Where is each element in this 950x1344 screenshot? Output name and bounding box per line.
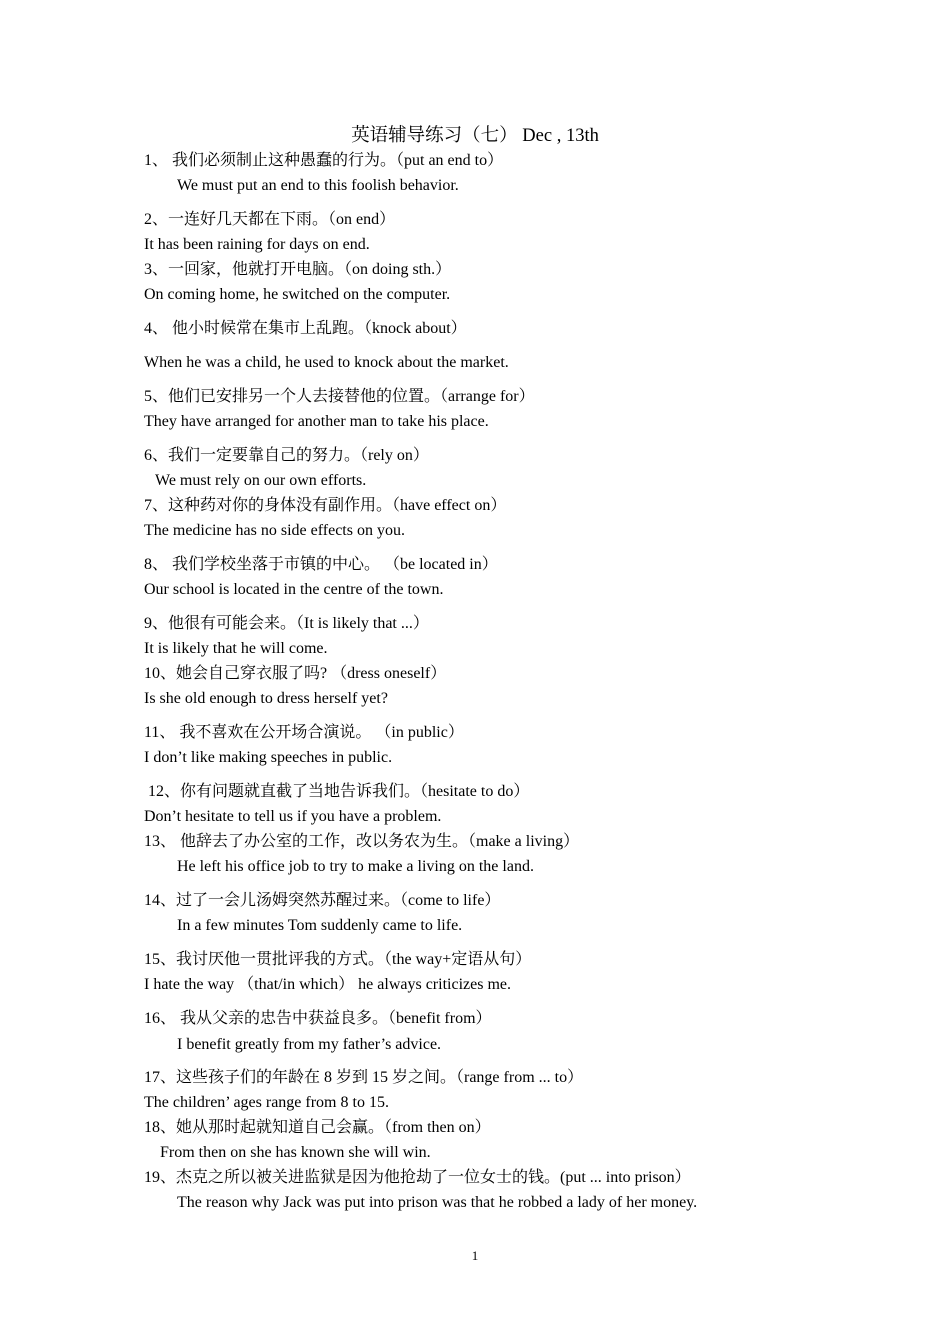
item-12-chinese: 12、你有问题就直截了当地告诉我们。（hesitate to do）	[148, 783, 530, 800]
item-14-english: In a few minutes Tom suddenly came to life.	[177, 917, 463, 934]
item-19-english: The reason why Jack was put into prison was that he robbed a lady of her money.	[177, 1194, 698, 1211]
item-2-chinese: 2、一连好几天都在下雨。（on end）	[144, 211, 396, 228]
item-8-english: Our school is located in the centre of the town.	[144, 581, 444, 598]
item-7-chinese: 7、这种药对你的身体没有副作用。（have effect on）	[144, 497, 507, 514]
item-10-english: Is she old enough to dress herself yet?	[144, 690, 388, 707]
item-11-chinese: 11、 我不喜欢在公开场合演说。 （in public）	[144, 724, 464, 741]
item-17-english: The children’ ages range from 8 to 15.	[144, 1094, 389, 1111]
item-5-chinese: 5、他们已安排另一个人去接替他的位置。（arrange for）	[144, 388, 535, 405]
item-16-english: I benefit greatly from my father’s advice.	[177, 1036, 442, 1053]
item-11-english: I don’t like making speeches in public.	[144, 749, 393, 766]
item-4-chinese: 4、 他小时候常在集市上乱跑。（knock about）	[144, 320, 467, 337]
page-title: 英语辅导练习（七） Dec , 13th	[351, 126, 599, 146]
item-6-chinese: 6、我们一定要靠自己的努力。（rely on）	[144, 447, 429, 464]
page-number: 1	[471, 1248, 479, 1263]
item-4-english: When he was a child, he used to knock about the market.	[144, 354, 509, 371]
item-18-chinese: 18、她从那时起就知道自己会赢。（from then on）	[144, 1119, 491, 1136]
item-17-chinese: 17、这些孩子们的年龄在 8 岁到 15 岁之间。（range from ... to）	[144, 1069, 584, 1086]
item-1-chinese: 1、 我们必须制止这种愚蠢的行为。（put an end to）	[144, 152, 504, 169]
item-5-english: They have arranged for another man to take his place.	[144, 413, 489, 430]
item-12-english: Don’t hesitate to tell us if you have a problem.	[144, 808, 442, 825]
item-7-english: The medicine has no side effects on you.	[144, 522, 405, 539]
item-13-chinese: 13、 他辞去了办公室的工作，改以务农为生。（make a living）	[144, 833, 580, 850]
item-16-chinese: 16、 我从父亲的忠告中获益良多。（benefit from）	[144, 1010, 492, 1027]
item-15-english: I hate the way （that/in which） he always criticizes me.	[144, 976, 511, 993]
item-19-chinese: 19、杰克之所以被关进监狱是因为他抢劫了一位女士的钱。(put ... into prison）	[144, 1169, 691, 1186]
item-2-english: It has been raining for days on end.	[144, 236, 370, 253]
item-9-chinese: 9、他很有可能会来。（It is likely that ...）	[144, 615, 429, 632]
item-15-chinese: 15、我讨厌他一贯批评我的方式。（the way+定语从句）	[144, 951, 532, 968]
item-3-chinese: 3、一回家，他就打开电脑。（on doing sth.）	[144, 261, 452, 278]
item-6-english: We must rely on our own efforts.	[155, 472, 367, 489]
item-8-chinese: 8、 我们学校坐落于市镇的中心。 （be located in）	[144, 556, 498, 573]
item-3-english: On coming home, he switched on the computer.	[144, 286, 451, 303]
item-13-english: He left his office job to try to make a living on the land.	[177, 858, 534, 875]
item-18-english: From then on she has known she will win.	[160, 1144, 431, 1161]
item-10-chinese: 10、她会自己穿衣服了吗? （dress oneself）	[144, 665, 447, 682]
item-9-english: It is likely that he will come.	[144, 640, 328, 657]
item-1-english: We must put an end to this foolish behavior.	[177, 177, 459, 194]
item-14-chinese: 14、过了一会儿汤姆突然苏醒过来。（come to life）	[144, 892, 501, 909]
